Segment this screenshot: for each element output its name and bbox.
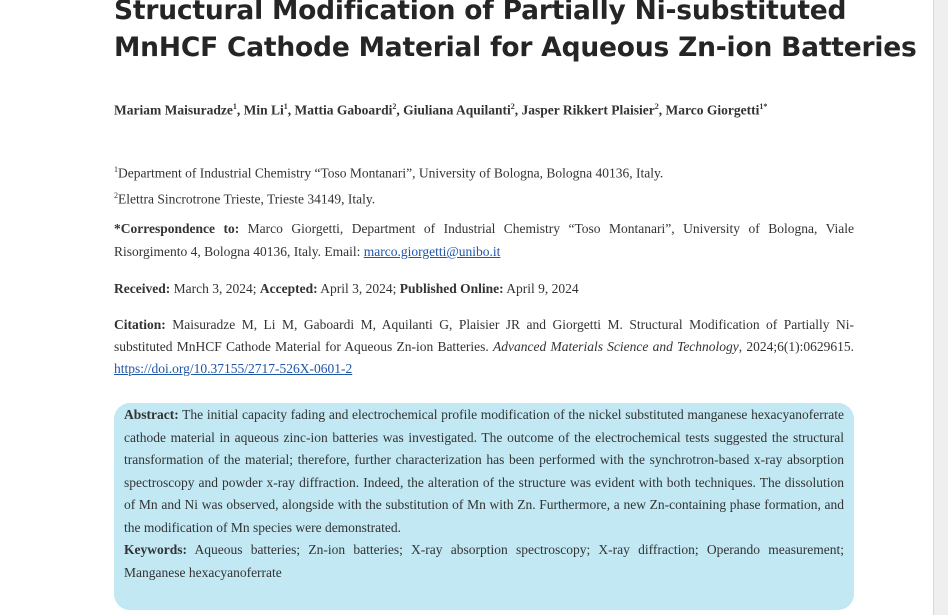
accepted-label: Accepted: [259, 281, 318, 296]
accepted-date: April 3, 2024; [317, 281, 400, 296]
affiliation-text: Elettra Sincrotrone Trieste, Trieste 34149, Italy. [118, 191, 376, 206]
author-name: Jasper Rikkert Plaisier [521, 102, 655, 118]
affiliation-mark: 1 [114, 165, 118, 174]
received-label: Received: [114, 281, 171, 296]
correspondence-text: Marco Giorgetti, Department of Industrial Chemistry “Toso Montanari”, University of Bologna, Viale Risorgimento 4, Bologna 40136, Italy. Email: [114, 221, 854, 259]
citation [114, 314, 854, 380]
author-affiliation-mark: 2 [654, 102, 659, 111]
citation-label: Citation: [114, 317, 166, 332]
affiliation-list [114, 159, 874, 210]
abstract-label: Abstract: [124, 407, 179, 422]
paper-title-line-1: Structural Modification of Partially Ni-substituted [114, 0, 847, 26]
received-date: March 3, 2024; [170, 281, 260, 296]
citation-volume: , 2024;6(1):0629615. [738, 339, 854, 354]
paper-title [114, 0, 917, 66]
author-name: Marco Giorgetti [665, 102, 760, 118]
email-link[interactable]: marco.giorgetti@unibo.it [363, 244, 501, 259]
author-affiliation-mark: 2 [510, 102, 515, 111]
abstract-box [114, 403, 854, 610]
correspondence [114, 217, 854, 263]
affiliation-item [114, 185, 874, 211]
author-list: Mariam Maisuradze$^1$, Min Li$^1$, Mattia Gaboardi$^2$, Giuliana Aquilanti$^2$, Jasper Rikkert Plaisier$^2$, Marco Giorgetti$^{1*}$ [114, 102, 768, 118]
affiliation-item [114, 159, 874, 185]
author-affiliation-mark: 1* [759, 102, 768, 111]
keywords-paragraph [124, 539, 844, 584]
affiliation-mark: 2 [114, 190, 118, 200]
doi-link[interactable]: https://doi.org/10.37155/2717-526X-0601-2 [114, 361, 353, 376]
citation-text: Maisuradze M, Li M, Gaboardi M, Aquilanti G, Plaisier JR and Giorgetti M. Structural Modification of Partially Ni-substituted MnHCF Cathode Material for Aqueous Zn-ion Batteries. [114, 317, 854, 354]
author-name: Mattia Gaboardi [294, 102, 393, 118]
author-affiliation-mark: 2 [392, 102, 397, 111]
author-name: Min Li [243, 102, 284, 118]
keywords-text: Aqueous batteries; Zn-ion batteries; X-ray absorption spectroscopy; X-ray diffraction; Operando measurement; Manganese hexacyanoferrate [124, 542, 844, 580]
affiliation-text: Department of Industrial Chemistry “Toso Montanari”, University of Bologna, Bologna 40136, Italy. [118, 165, 664, 181]
paper-title-line-2: MnHCF Cathode Material for Aqueous Zn-ion Batteries [114, 32, 917, 63]
author-name: Giuliana Aquilanti [403, 102, 511, 118]
author-name: Mariam Maisuradze [114, 102, 233, 118]
published-label: Published Online: [399, 281, 504, 296]
journal-name: Advanced Materials Science and Technology [493, 339, 739, 354]
abstract-text: The initial capacity fading and electrochemical profile modification of the nickel substituted manganese hexacyanoferrate cathode material in aqueous zinc-ion batteries was investigated. The outcome of the electrochemical tests suggested the structural transformation of the material; therefore, further characterization has been performed with the synchrotron-based x-ray absorption spectroscopy and powder x-ray diffraction. Indeed, the alteration of the structure was evident with both techniques. The dissolution of Mn and Ni was observed, alongside with the substitution of Mn with Zn. Furthermore, a new Zn-containing phase formation, and the modification of Mn species were demonstrated. [124, 407, 844, 535]
author-affiliation-mark: 1 [232, 102, 237, 111]
publication-dates [114, 278, 854, 300]
abstract-paragraph [124, 404, 844, 539]
correspondence-label: *Correspondence to: [114, 221, 240, 236]
keywords-label: Keywords: [124, 542, 187, 557]
viewer-scrollbar[interactable] [933, 0, 948, 615]
author-affiliation-mark: 1 [283, 102, 288, 111]
published-date: April 9, 2024 [503, 281, 579, 296]
